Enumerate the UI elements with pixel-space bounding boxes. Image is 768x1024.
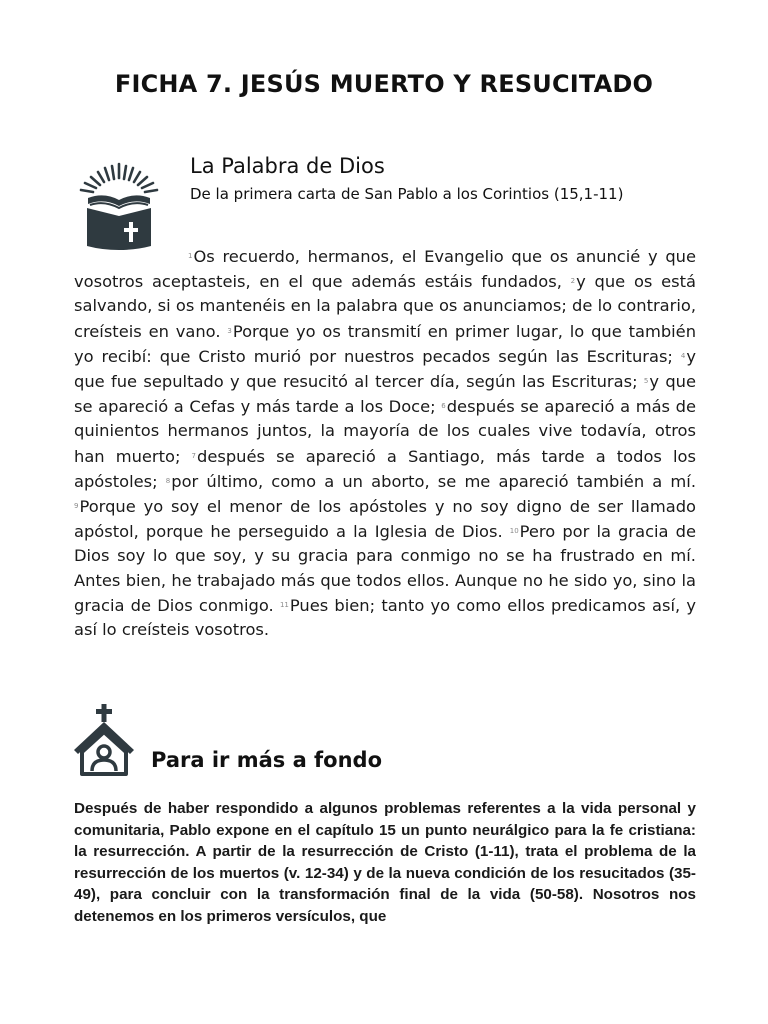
verse-text: Porque yo os transmití en primer lugar, lo que también yo recibí: que Cristo murió por nuestros pecados según las Escrituras; (74, 321, 697, 366)
verse-number: 2 (570, 277, 576, 286)
verse-text: y que fue sepultado y que resucitó al tercer día, según las Escrituras; (74, 346, 696, 392)
verse-number: 1 (188, 252, 193, 260)
section-heading: La Palabra de Dios (190, 154, 385, 178)
verse-number: 4 (680, 351, 686, 360)
section-subheading: De la primera carta de San Pablo a los Corintios (15,1-11) (190, 185, 624, 203)
verse-number: 7 (191, 451, 197, 460)
church-person-icon (72, 704, 136, 776)
verse-text: Porque yo soy el menor de los apóstoles y no soy digno de ser llamado apóstol, porque he perseguido a la Iglesia de Dios. (74, 497, 696, 542)
verse-text: por último, como a un aborto, se me apareció también a mí. (171, 471, 696, 491)
verse-text: después se apareció a más de quinientos hermanos juntos, la mayoría de los cuales vive todavía, otros han muerto; (74, 397, 696, 466)
verse-text: Os recuerdo, hermanos, el Evangelio que os anuncié y que vosotros aceptasteis, en el que además estáis fundados, (74, 247, 696, 292)
verse-text: y que os está salvando, si os mantenéis en la palabra que os anunciamos; de lo contrario, creísteis en vano. (74, 272, 696, 341)
verse-number: 6 (441, 402, 446, 411)
verse-number: 8 (165, 476, 171, 485)
deep-dive-heading: Para ir más a fondo (151, 748, 383, 772)
verse-text: y que se apareció a Cefas y más tarde a los Doce; (74, 372, 696, 417)
verse-text: después se apareció a Santiago, más tarde a todos los apóstoles; (74, 446, 696, 491)
verse-number: 11 (279, 600, 289, 609)
scripture-reading (74, 244, 696, 642)
verse-number: 10 (509, 527, 519, 536)
verse-text: Pues bien; tanto yo como ellos predicamos así, y así lo creísteis vosotros. (74, 595, 696, 640)
deep-dive-text: Después de haber respondido a algunos problemas referentes a la vida personal y comunitaria, Pablo expone en el capítulo 15 un punto neurálgico para la fe cristiana: la resurrección. A partir de la resurrección de Cristo (1-11), trata el problema de la resurrección de los muertos (v. 12-34) y de la nueva condición de los resucitados (35-49), para concluir con la transformación final de la vida (50-58). Nosotros nos detenemos en los primeros versículos, que (74, 800, 696, 925)
reading-indent (74, 247, 188, 266)
verse-number: 5 (643, 377, 649, 386)
verse-number: 3 (227, 326, 232, 335)
open-bible-icon (76, 158, 162, 252)
verse-text: Pero por la gracia de Dios soy lo que soy, y su gracia para conmigo no se ha frustrado en mí. Antes bien, he trabajado más que todos ellos. Aunque no he sido yo, sino la gracia de Dios conmigo. (74, 522, 696, 615)
verse-number: 9 (74, 502, 79, 511)
page-title: FICHA 7. JESÚS MUERTO Y RESUCITADO (114, 70, 654, 98)
